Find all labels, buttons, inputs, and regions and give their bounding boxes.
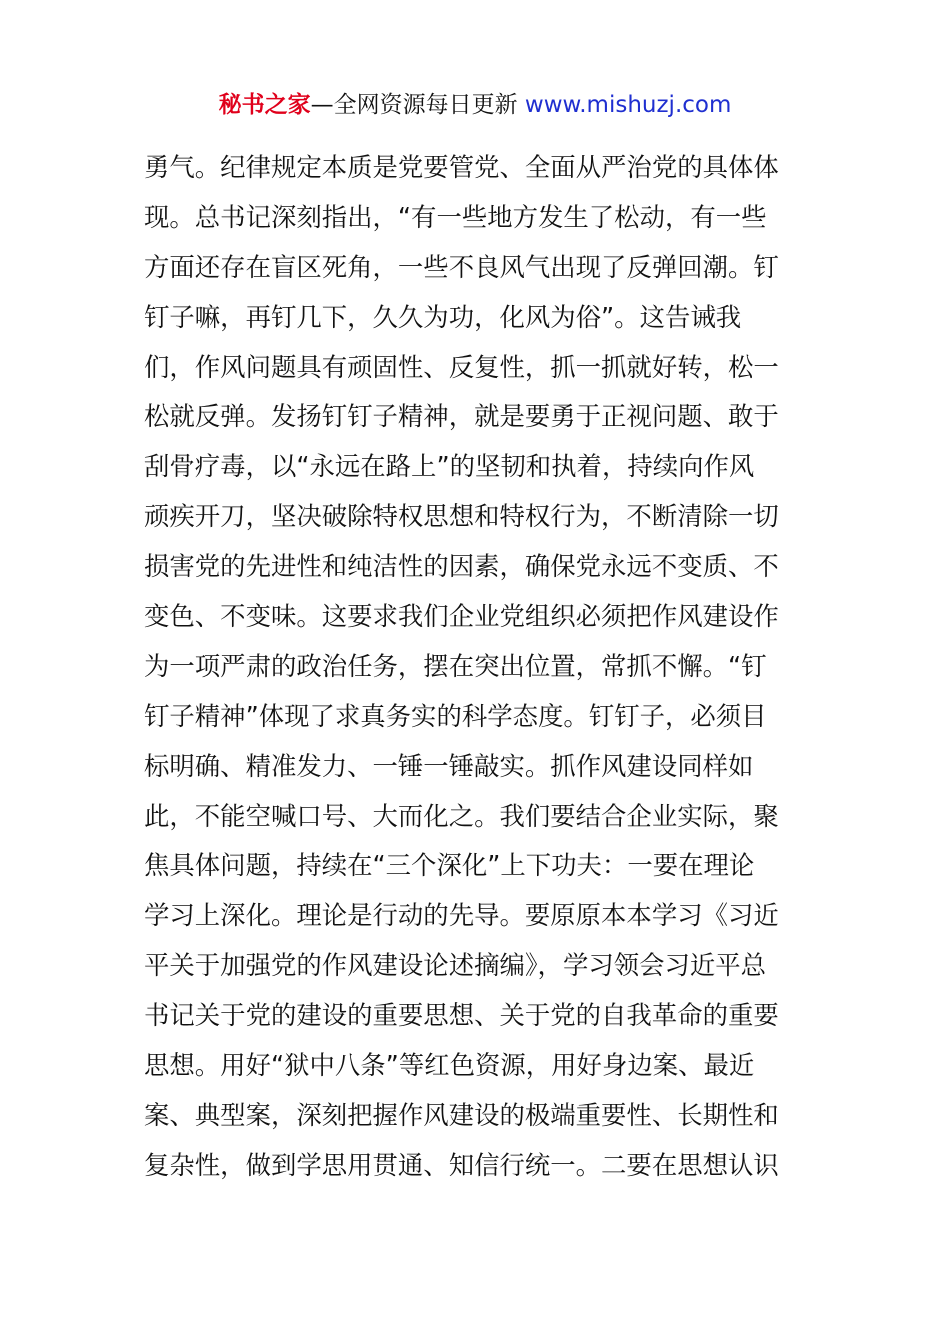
text-line: 钉子精神”体现了求真务实的科学态度。钉钉子，必须目: [144, 700, 767, 731]
text-line: 损害党的先进性和纯洁性的因素，确保党永远不变质、不: [144, 551, 779, 582]
text-line: 复杂性，做到学思用贯通、知信行统一。二要在思想认识: [144, 1149, 779, 1180]
site-url-link[interactable]: www.mishuzj.com: [524, 92, 732, 118]
text-line: 标明确、精准发力、一锤一锤敲实。抓作风建设同样如: [144, 750, 754, 781]
document-body: [144, 143, 810, 1191]
page-header: [0, 90, 950, 120]
text-line: 变色、不变味。这要求我们企业党组织必须把作风建设作: [144, 601, 779, 632]
text-line: 们，作风问题具有顽固性、反复性，抓一抓就好转，松一: [144, 351, 779, 382]
text-line: 案、典型案，深刻把握作风建设的极端重要性、长期性和: [144, 1099, 779, 1130]
text-line: 学习上深化。理论是行动的先导。要原原本本学习《习近: [144, 900, 779, 931]
text-line: 焦具体问题，持续在“三个深化”上下功夫：一要在理论: [144, 850, 755, 881]
brand-name: 秘书之家: [218, 92, 311, 118]
text-line: 刮骨疗毒，以“永远在路上”的坚韧和执着，持续向作风: [144, 451, 755, 482]
text-line: 思想。用好“狱中八条”等红色资源，用好身边案、最近: [144, 1050, 755, 1081]
text-line: 书记关于党的建设的重要思想、关于党的自我革命的重要: [144, 1000, 779, 1031]
text-line: 为一项严肃的政治任务，摆在突出位置，常抓不懈。“钉: [144, 650, 767, 681]
header-tagline: —全网资源每日更新: [310, 92, 518, 118]
text-line: 顽疾开刀，坚决破除特权思想和特权行为，不断清除一切: [144, 501, 779, 532]
text-line: 现。总书记深刻指出，“有一些地方发生了松动，有一些: [144, 201, 767, 232]
text-line: 勇气。纪律规定本质是党要管党、全面从严治党的具体体: [144, 152, 779, 182]
text-line: 钉子嘛，再钉几下，久久为功，化风为俗”。这告诫我: [144, 301, 742, 332]
text-line: 方面还存在盲区死角，一些不良风气出现了反弹回潮。钉: [144, 251, 779, 282]
text-line: 平关于加强党的作风建设论述摘编》，学习领会习近平总: [144, 950, 767, 981]
text-line: 松就反弹。发扬钉钉子精神，就是要勇于正视问题、敢于: [144, 401, 779, 432]
text-line: 此，不能空喊口号、大而化之。我们要结合企业实际，聚: [144, 800, 779, 831]
